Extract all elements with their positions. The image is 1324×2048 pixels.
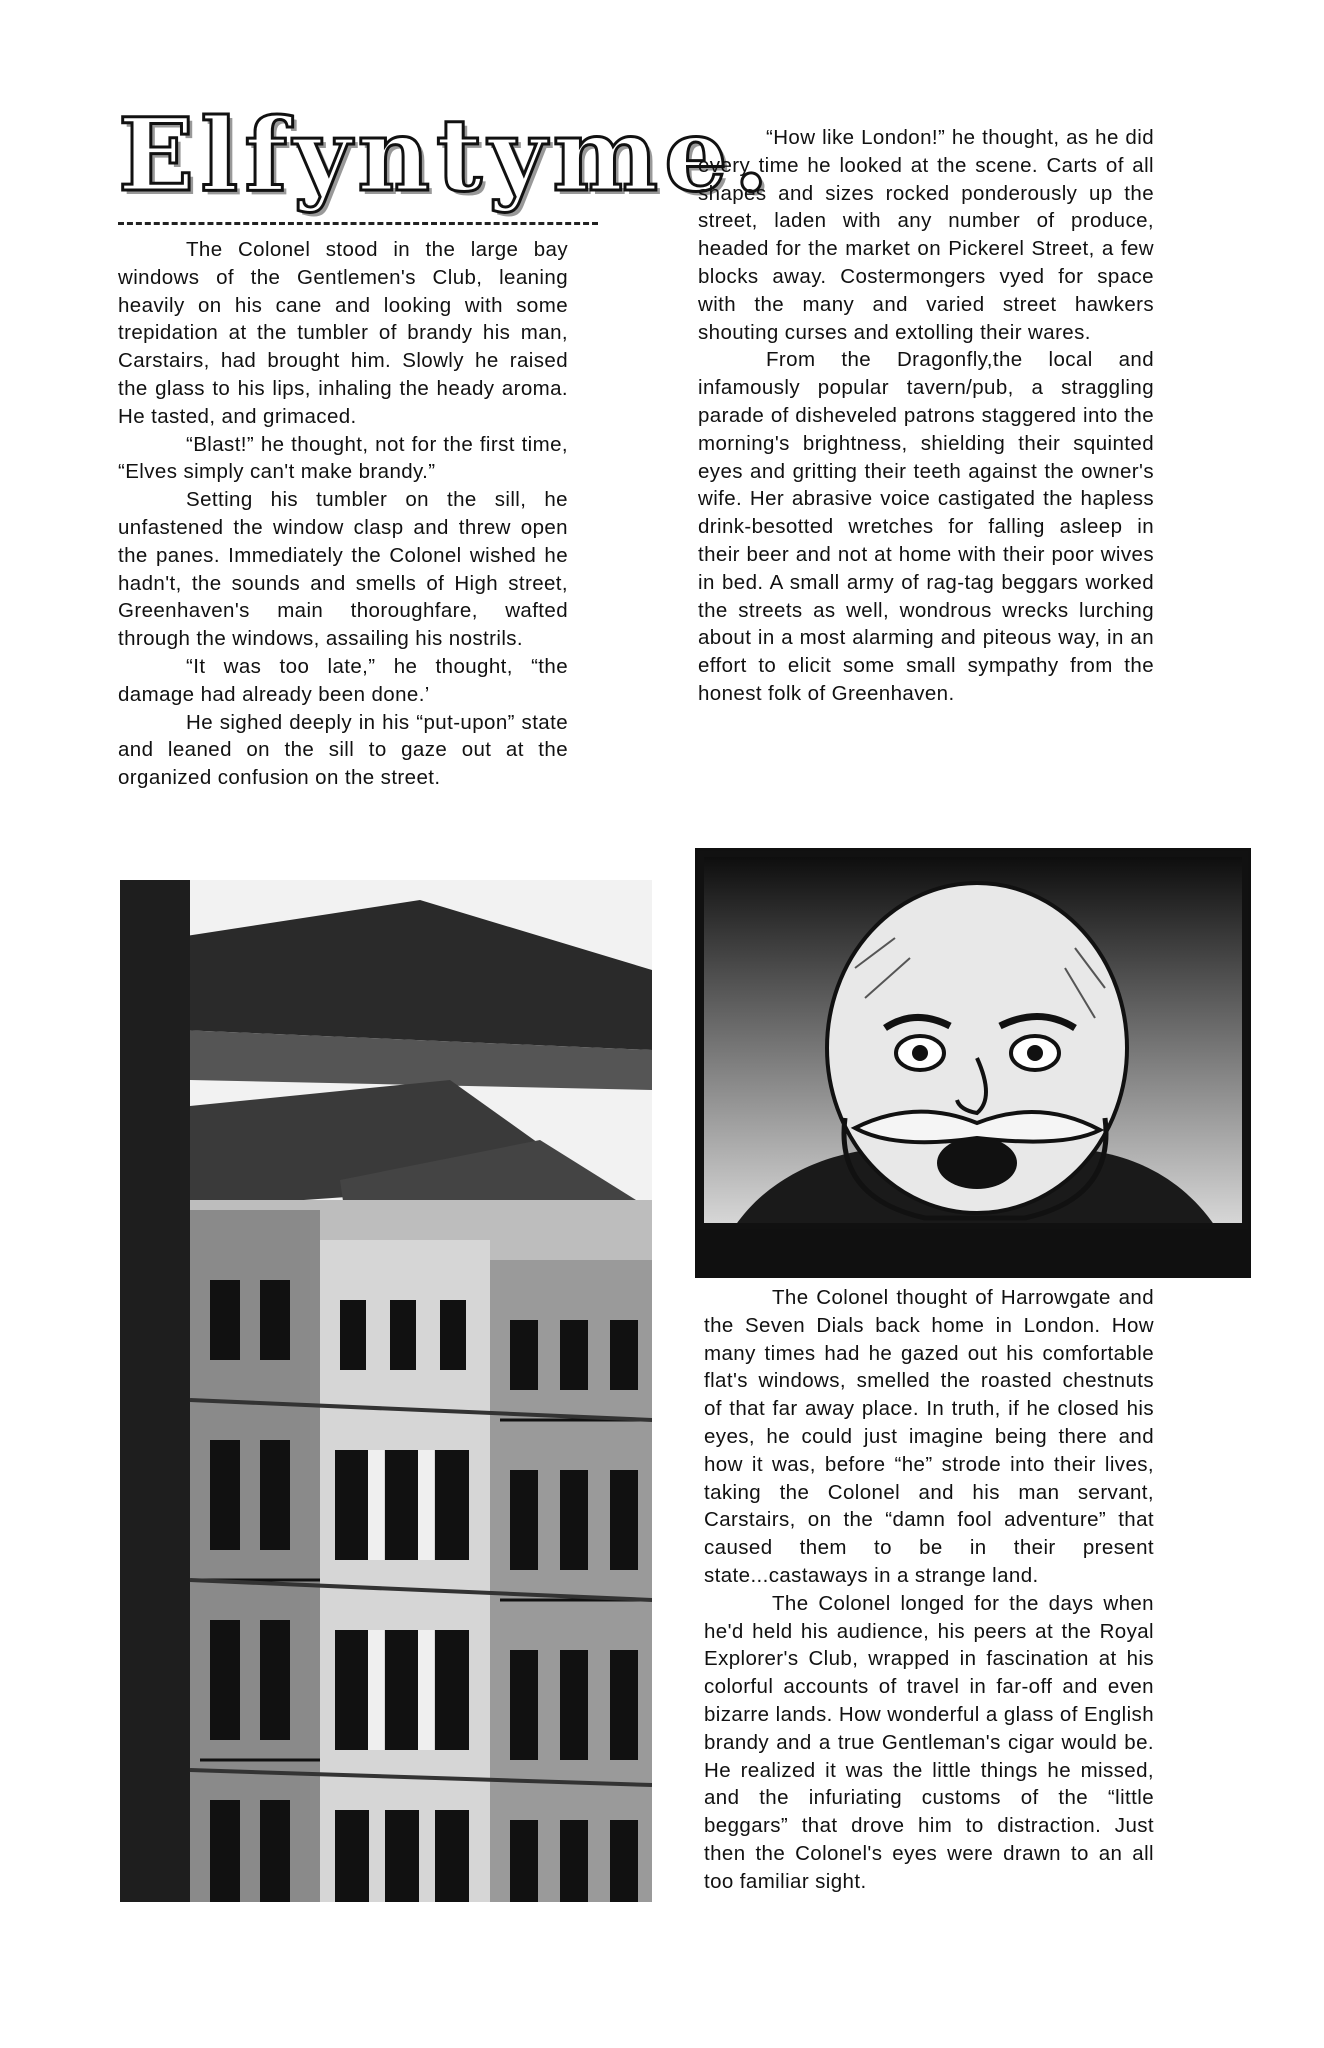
- paragraph: The Colonel longed for the days when he'd held his audience, his peers at the Royal Explorer's Club, wrapped in fascination at his colorful accounts of travel in far-off and even bizarre lands. How wonderful a glass of English brandy and a true Gentleman's cigar would be. He realized it was the little things he missed, and the infuriating customs of the “little beggars” that drove him to distraction. Just then the Colonel's eyes were drawn to an all too familiar sight.: [704, 1591, 1154, 1893]
- paragraph: The Colonel thought of Harrowgate and the Seven Dials back home in London. How many times had he gazed out his comfortable flat's windows, smelled the roasted chestnuts of that far away place. In truth, if he closed his eyes, he could just imagine being there and how it was, before “he” strode into their lives, taking the Colonel and his man servant, Carstairs, on the “damn fool adventure” that caused them to be in their present state...castaways in a strange land.: [704, 1286, 1154, 1587]
- building-illustration: [120, 880, 652, 1902]
- paragraph: “Blast!” he thought, not for the first time, “Elves simply can't make brandy.”: [118, 432, 568, 484]
- colonel-portrait-illustration: [695, 848, 1251, 1278]
- street-building-photo: [120, 880, 652, 1902]
- colonel-face: [695, 848, 1251, 1278]
- paragraph: He sighed deeply in his “put-upon” state and leaned on the sill to gaze out at the organized confusion on the street.: [118, 710, 568, 790]
- paragraph: “It was too late,” he thought, “the damage had already been done.’: [118, 654, 568, 706]
- right-column-top-text: [698, 124, 1154, 708]
- paragraph: The Colonel stood in the large bay windows of the Gentlemen's Club, leaning heavily on his cane and looking with some trepidation at the tumbler of brandy his man, Carstairs, had brought him. Slowly he raised the glass to his lips, inhaling the heady aroma. He tasted, and grimaced.: [118, 238, 568, 428]
- article-title: Elfyntyme.: [118, 96, 775, 214]
- left-column-text: [118, 236, 568, 792]
- paragraph: Setting his tumbler on the sill, he unfastened the window clasp and threw open the panes. Immediately the Colonel wished he hadn't, the sounds and smells of High street, Greenhaven's main thoroughfare, wafted through the windows, assailing his nostrils.: [118, 488, 568, 651]
- title-divider: [118, 222, 598, 225]
- paragraph: “How like London!” he thought, as he did every time he looked at the scene. Carts of all shapes and sizes rocked ponderously up the street, laden with any number of produce, headed for the market on Pickerel Street, a few blocks away. Costermongers vyed for space with the many and varied street hawkers shouting curses and extolling their wares.: [698, 126, 1154, 344]
- right-column-bottom-text: [704, 1284, 1154, 1896]
- paragraph: From the Dragonfly,the local and infamously popular tavern/pub, a straggling parade of disheveled patrons staggered into the morning's brightness, shielding their squinted eyes and gritting their teeth against the owner's wife. Her abrasive voice castigated the hapless drink-besotted wretches for falling asleep in their beer and not at home with their poor wives in bed. A small army of rag-tag beggars worked the streets as well, wondrous wrecks lurching about in a most alarming and piteous way, in an effort to elicit some small sympathy from the honest folk of Greenhaven.: [698, 348, 1154, 705]
